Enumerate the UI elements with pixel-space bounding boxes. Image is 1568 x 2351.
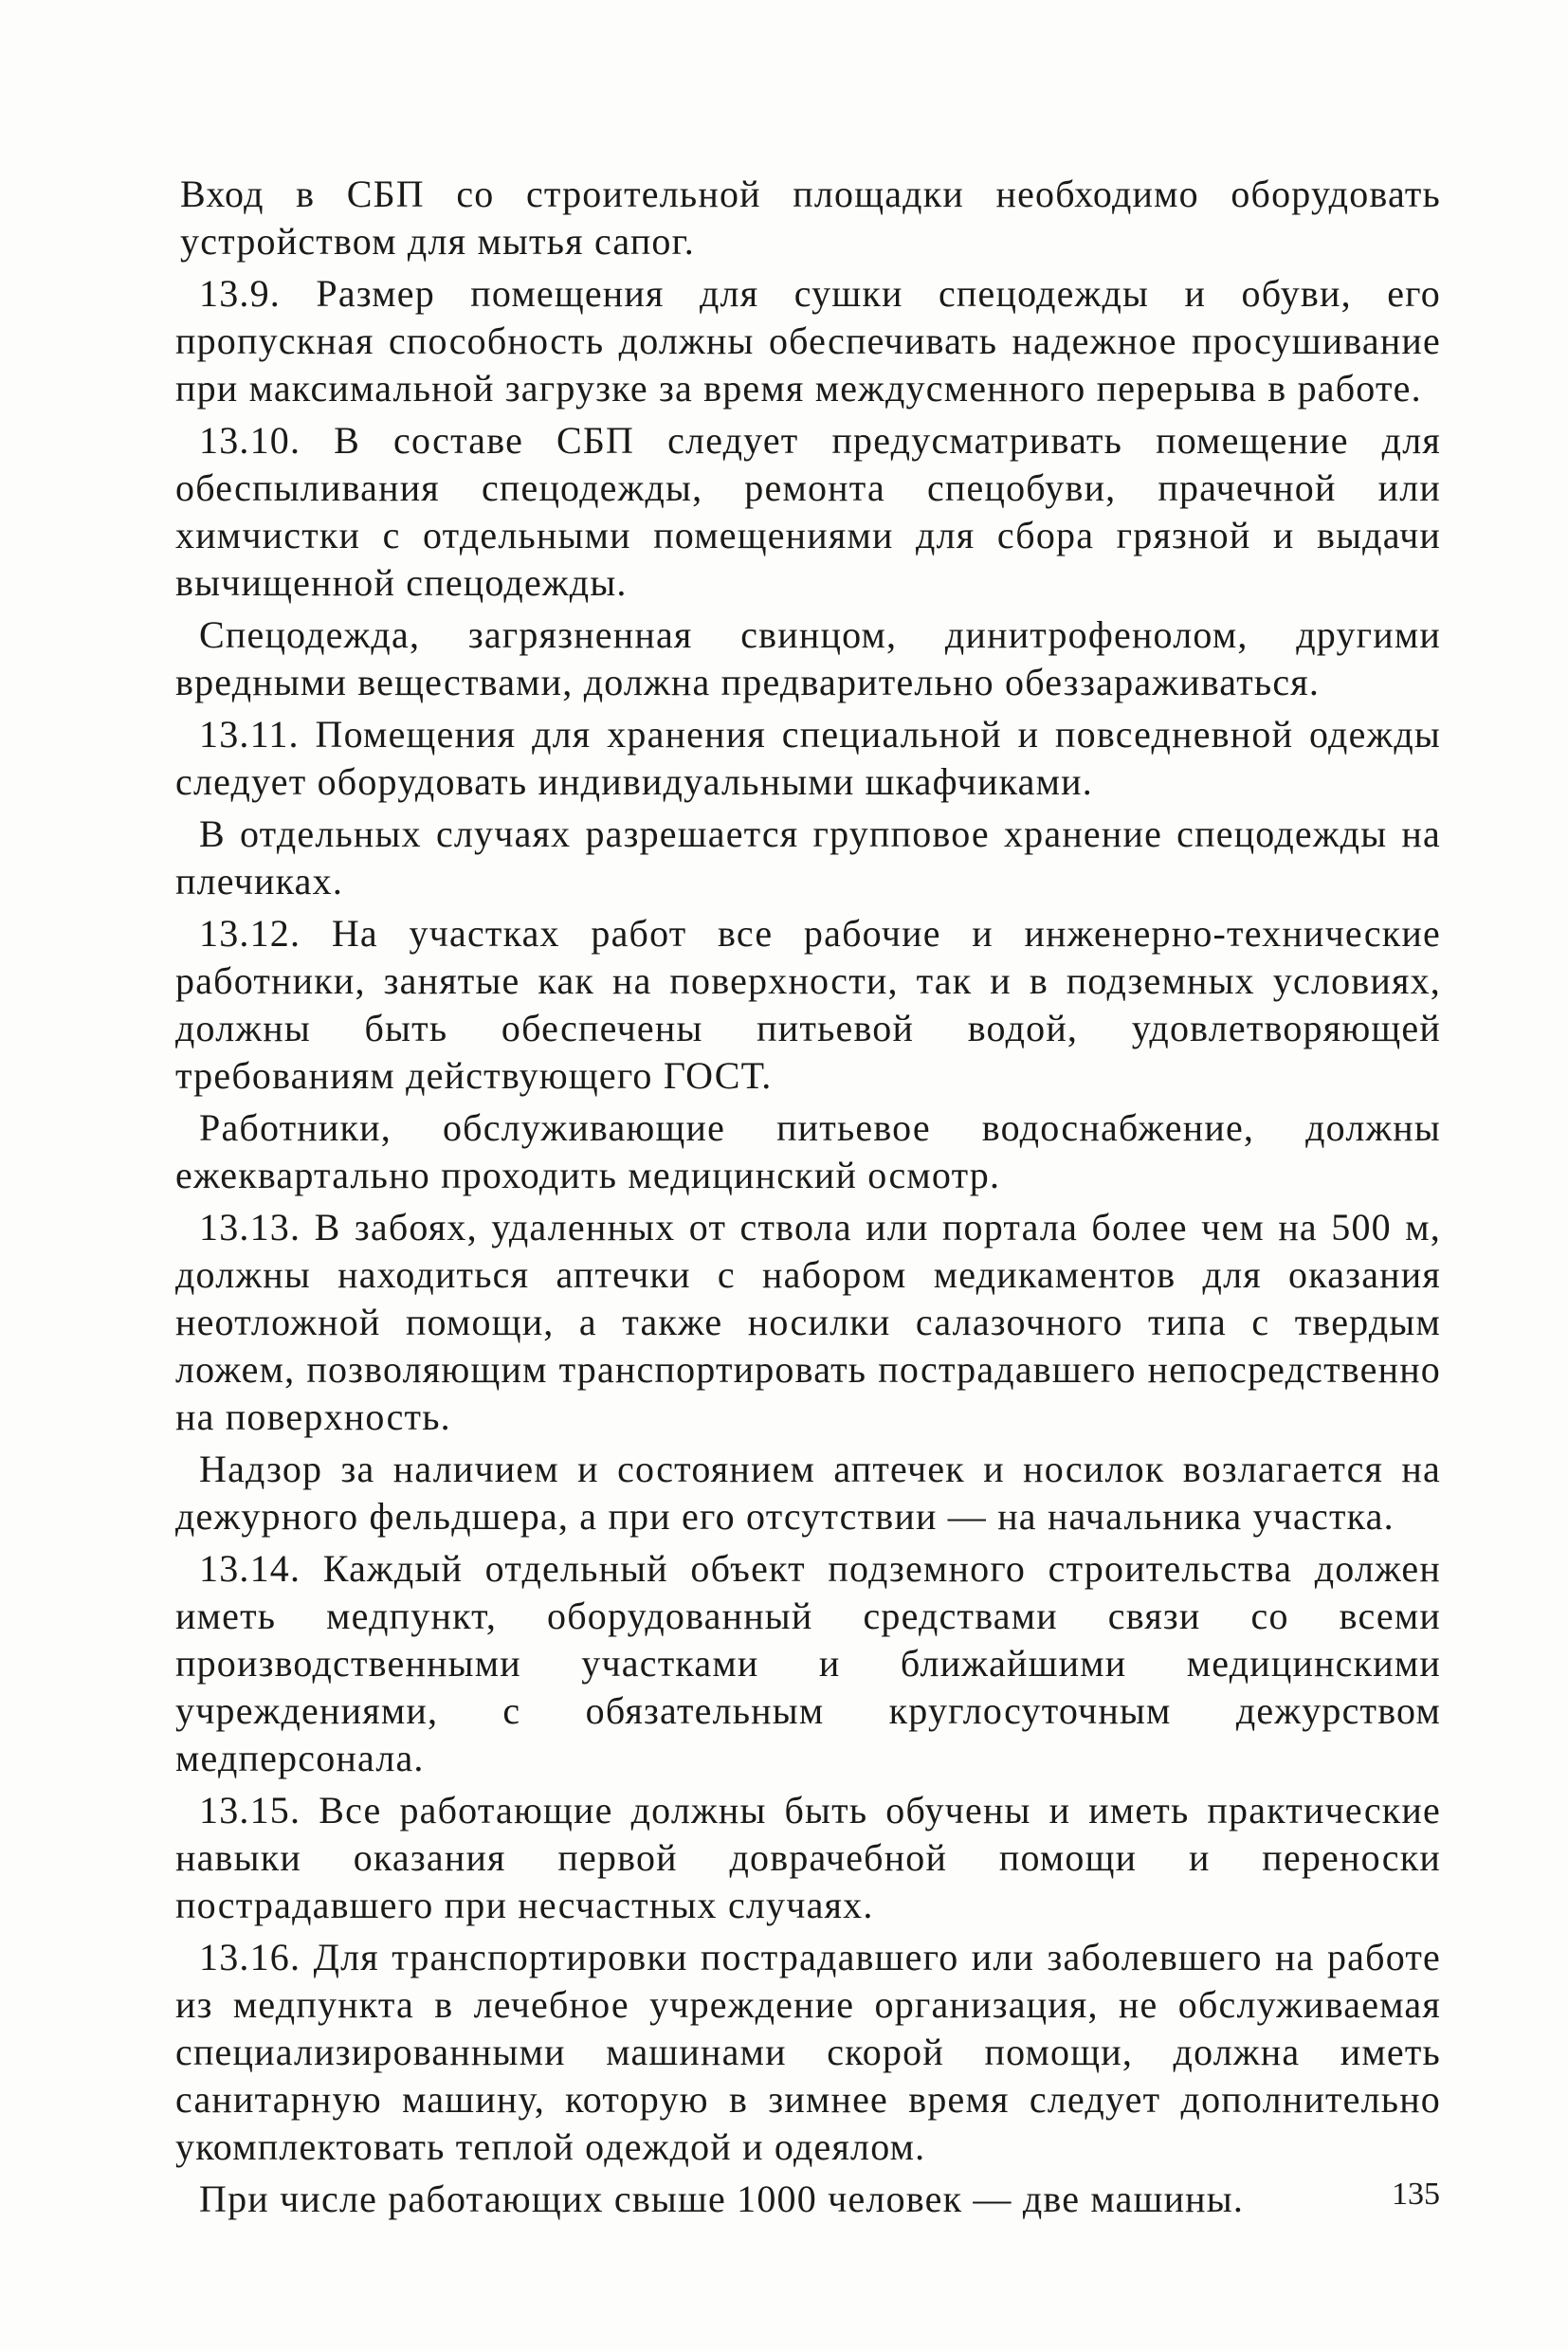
paragraph-13-9: 13.9. Размер помещения для сушки спецодежды и обуви, его пропускная способность должны обеспечивать надежное просушивание при максимальной загрузке за время междусменного перерыва в работе. <box>175 272 1441 410</box>
paragraph-group-storage: В отдельных случаях разрешается групповое хранение спецодежды на плечиках. <box>175 812 1441 902</box>
paragraph-13-15: 13.15. Все работающие должны быть обучены и иметь практические навыки оказания первой доврачебной помощи и переноски пострадавшего при несчастных случаях. <box>175 1789 1441 1926</box>
paragraph-supervision: Надзор за наличием и состоянием аптечек и носилок возлагается на дежурного фельдшера, а при его отсутствии — на начальника участка. <box>175 1448 1441 1538</box>
paragraph-13-14: 13.14. Каждый отдельный объект подземного строительства должен иметь медпункт, оборудованный средствами связи со всеми производственными участками и ближайшими медицинскими учреждениями, с обязательным круглосуточным дежурством медперсонала. <box>175 1547 1441 1779</box>
paragraph-13-11: 13.11. Помещения для хранения специальной и повседневной одежды следует оборудовать индивидуальными шкафчиками. <box>175 713 1441 803</box>
paragraph-13-10: 13.10. В составе СБП следует предусматривать помещение для обеспыливания спецодежды, ремонта спецобуви, прачечной или химчистки с отдельными помещениями для сбора грязной и выдачи вычищенной спецодежды. <box>175 419 1441 604</box>
paragraph-two-vehicles: При числе работающих свыше 1000 человек — две машины. <box>199 2178 1245 2220</box>
page-number: 135 <box>1392 2177 1440 2212</box>
paragraph-13-16: 13.16. Для транспортировки пострадавшего или заболевшего на работе из медпункта в лечебное учреждение организация, не обслуживаемая специализированными машинами скорой помощи, должна иметь санитарную машину, которую в зимнее время следует дополнительно укомплектовать теплой одеждой и одеялом. <box>175 1936 1441 2168</box>
body-text <box>175 171 1441 2228</box>
paragraph-13-13: 13.13. В забоях, удаленных от ствола или портала более чем на 500 м, должны находиться аптечки с набором медикаментов для оказания неотложной помощи, а также носилки салазочного типа с твердым ложем, позволяющим транспортировать пострадавшего непосредственно на поверхность. <box>175 1206 1441 1438</box>
paragraph-decontamination: Спецодежда, загрязненная свинцом, динитрофенолом, другими вредными веществами, должна предварительно обеззараживаться. <box>175 613 1441 703</box>
paragraph-medical-exam: Работники, обслуживающие питьевое водоснабжение, должны ежеквартально проходить медицинский осмотр. <box>175 1106 1441 1196</box>
paragraph-boot-washing: Вход в СБП со строительной площадки необходимо оборудовать устройством для мытья сапог. <box>180 173 1441 263</box>
paragraph-13-12: 13.12. На участках работ все рабочие и инженерно-технические работники, занятые как на поверхности, так и в подземных условиях, должны быть обеспечены питьевой водой, удовлетворяющей требованиям действующего ГОСТ. <box>175 912 1441 1097</box>
